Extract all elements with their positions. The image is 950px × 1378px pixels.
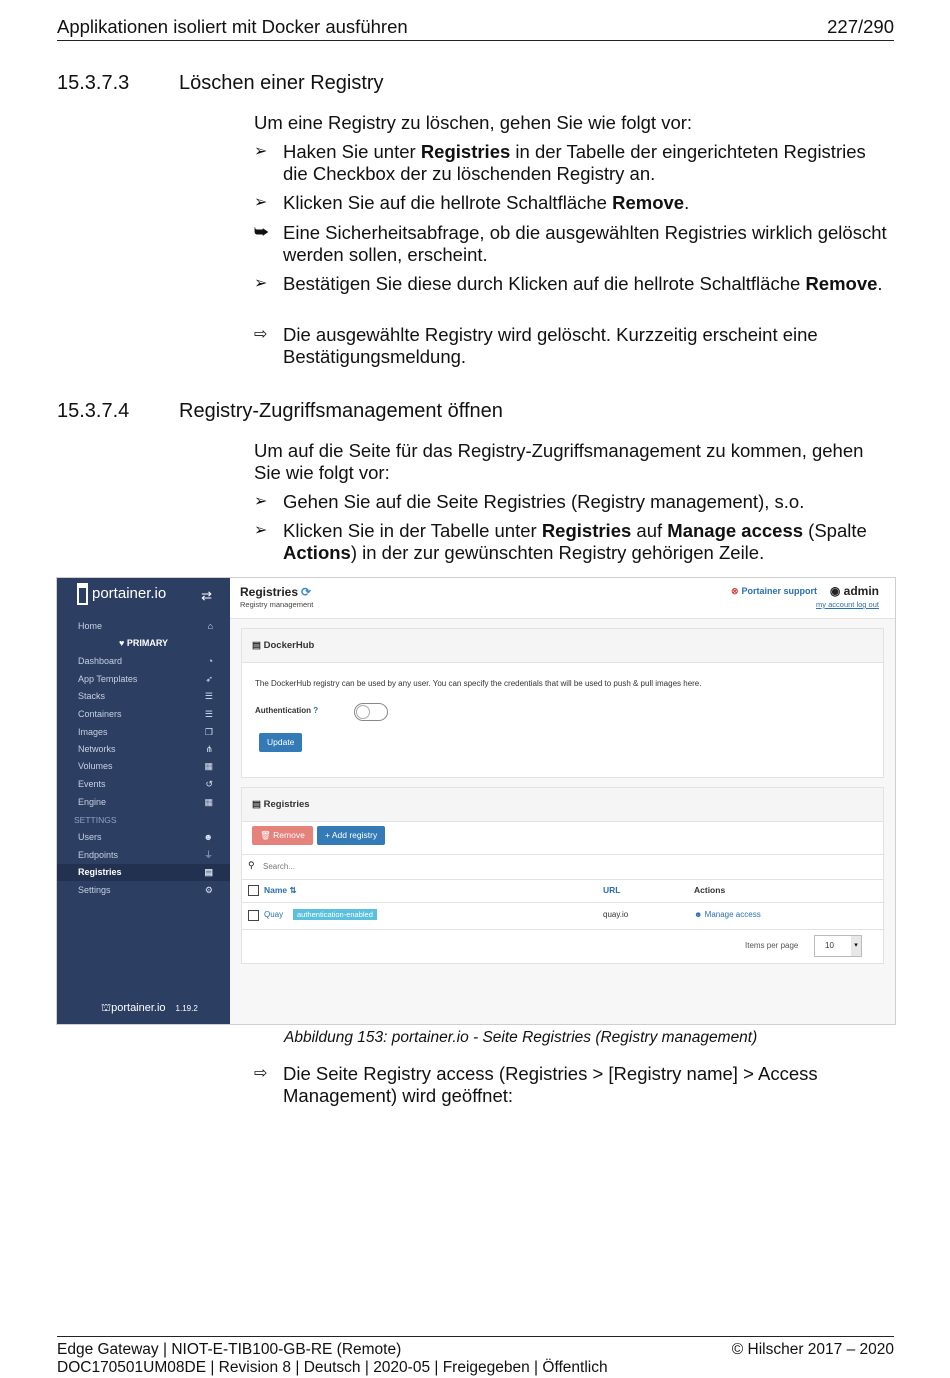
step-item: ➢ Bestätigen Sie diese durch Klicken auf die hellrote Schaltfläche Remove. bbox=[254, 273, 883, 294]
sidebar-item-registries[interactable]: Registries ▤ bbox=[57, 864, 230, 881]
intermediate-result-item: ⮩ Eine Sicherheitsabfrage, ob die ausgewählten Registries wirklich gelöscht werden sollen, erscheint. bbox=[254, 222, 887, 265]
sidebar-item-app-templates[interactable]: App Templates ➶ bbox=[78, 671, 213, 688]
registries-panel-header: ▤ Registries bbox=[242, 788, 883, 822]
page-subtitle: Registry management bbox=[240, 600, 314, 609]
step-item: ➢ Haken Sie unter Registries in der Tabelle der eingerichteten Registries die Checkbox der zu löschenden Registry an. bbox=[254, 141, 866, 184]
user-menu[interactable]: ◉ admin bbox=[829, 584, 879, 598]
sidebar bbox=[57, 578, 230, 1024]
settings-section-label: SETTINGS bbox=[74, 815, 117, 825]
help-icon: ? bbox=[313, 706, 319, 715]
version-label: 1.19.2 bbox=[175, 1004, 198, 1013]
add-registry-button[interactable]: + Add registry bbox=[317, 826, 385, 845]
plug-icon: ⏚ bbox=[203, 850, 213, 860]
page-footer bbox=[57, 1336, 894, 1377]
sidebar-item-settings[interactable]: Settings ⚙ bbox=[78, 882, 213, 899]
portainer-logo: portainer.io bbox=[77, 583, 166, 605]
figure-caption: Abbildung 153: portainer.io - Seite Registries (Registry management) bbox=[284, 1029, 758, 1046]
search-bar[interactable] bbox=[242, 854, 883, 880]
step-item: ➢ Klicken Sie in der Tabelle unter Registries auf Manage access (Spalte Actions) in der zur gewünschten Registry gehörigen Zeile. bbox=[254, 520, 867, 563]
sidebar-item-images[interactable]: Images ❐ bbox=[78, 724, 213, 741]
footer-copyright: © Hilscher 2017 – 2020 bbox=[731, 1341, 894, 1358]
result-item: ⇨ Die ausgewählte Registry wird gelöscht. Kurzzeitig erscheint eine Bestätigungsmeldung. bbox=[254, 324, 818, 367]
page-title: Registries ⟳ bbox=[240, 585, 312, 599]
chevron-down-icon: ▾ bbox=[851, 936, 861, 956]
portainer-support-link[interactable]: ⊗ Portainer support bbox=[730, 586, 817, 596]
sidebar-item-networks[interactable]: Networks ⋔ bbox=[78, 741, 213, 758]
refresh-icon[interactable]: ⟳ bbox=[301, 585, 312, 599]
endpoint-primary-label: ♥ PRIMARY bbox=[118, 638, 168, 648]
result-arrow-icon: ⇨ bbox=[254, 1065, 268, 1082]
account-links bbox=[816, 600, 879, 609]
items-per-page-select[interactable]: 10 ▾ bbox=[814, 935, 862, 957]
sidebar-item-volumes[interactable]: Volumes ▦ bbox=[78, 758, 213, 775]
database-icon: ▤ bbox=[252, 799, 261, 810]
intro-paragraph: Um auf die Seite für das Registry-Zugriffsmanagement zu kommen, gehen Sie wie folgt vor: bbox=[254, 440, 864, 483]
users-icon: ☻ bbox=[203, 832, 213, 842]
cubes-icon: ▦ bbox=[204, 761, 213, 771]
step-marker-icon: ➢ bbox=[254, 143, 268, 160]
database-icon: ▤ bbox=[204, 867, 213, 877]
sidebar-footer: ⛫portainer.io 1.19.2 bbox=[101, 1002, 198, 1014]
database-icon: ▤ bbox=[252, 640, 261, 651]
page-number: 227/290 bbox=[827, 16, 894, 37]
registry-name-link[interactable]: Quay bbox=[264, 910, 284, 919]
support-icon: ⊗ bbox=[730, 586, 739, 596]
footer-doc-info: DOC170501UM08DE | Revision 8 | Deutsch | 2020-05 | Freigegeben | Öffentlich bbox=[57, 1359, 608, 1376]
section-heading-registry-access bbox=[57, 400, 503, 423]
section-title: Registry-Zugriffsmanagement öffnen bbox=[179, 400, 503, 422]
users-icon: ☻ bbox=[694, 910, 703, 919]
result-arrow-icon: ⇨ bbox=[254, 326, 268, 343]
trash-icon: 🗑 bbox=[260, 830, 271, 840]
column-header-url[interactable]: URL bbox=[603, 885, 621, 895]
sidebar-item-events[interactable]: Events ↺ bbox=[78, 776, 213, 793]
list-icon: ☰ bbox=[204, 691, 213, 701]
document-title: Applikationen isoliert mit Docker ausführen bbox=[57, 16, 408, 37]
log-out-link[interactable]: log out bbox=[856, 600, 879, 609]
select-all-checkbox[interactable] bbox=[248, 885, 259, 896]
server-icon: ☰ bbox=[204, 709, 213, 719]
intermediate-result-icon: ⮩ bbox=[254, 224, 269, 241]
dockerhub-panel bbox=[241, 628, 884, 778]
result-item: ⇨ Die Seite Registry access (Registries > [Registry name] > Access Management) wird geöffnet: bbox=[254, 1063, 818, 1106]
row-checkbox[interactable] bbox=[248, 910, 259, 921]
home-icon: ⌂ bbox=[207, 621, 213, 631]
registry-url: quay.io bbox=[603, 910, 629, 919]
column-header-name[interactable]: Name ⇅ bbox=[264, 885, 297, 895]
column-header-actions: Actions bbox=[694, 885, 726, 895]
history-icon: ↺ bbox=[205, 779, 213, 789]
crane-icon: ⛫ bbox=[101, 1002, 112, 1014]
sitemap-icon: ⋔ bbox=[205, 744, 213, 754]
table-row bbox=[242, 902, 883, 930]
footer-product: Edge Gateway | NIOT-E-TIB100-GB-RE (Remote) bbox=[57, 1341, 402, 1358]
section-number: 15.3.7.3 bbox=[57, 72, 130, 94]
status-badge: authentication-enabled bbox=[293, 909, 377, 920]
manage-access-link[interactable]: ☻ Manage access bbox=[694, 910, 761, 919]
dockerhub-panel-header: ▤ DockerHub bbox=[242, 629, 883, 663]
section-number: 15.3.7.4 bbox=[57, 400, 130, 422]
sidebar-item-stacks[interactable]: Stacks ☰ bbox=[78, 688, 213, 705]
intro-paragraph: Um eine Registry zu löschen, gehen Sie wie folgt vor: bbox=[254, 112, 693, 133]
sidebar-item-engine[interactable]: Engine ▦ bbox=[78, 794, 213, 811]
authentication-toggle[interactable] bbox=[354, 703, 388, 721]
top-bar bbox=[230, 578, 895, 619]
search-icon: ⚲ bbox=[248, 860, 255, 870]
search-input[interactable]: Search... bbox=[263, 862, 296, 871]
update-button[interactable]: Update bbox=[259, 733, 302, 752]
step-marker-icon: ➢ bbox=[254, 493, 268, 510]
crane-icon bbox=[77, 583, 88, 605]
sidebar-item-containers[interactable]: Containers ☰ bbox=[78, 706, 213, 723]
sidebar-item-dashboard[interactable]: Dashboard ◔ bbox=[78, 653, 213, 670]
sidebar-item-home[interactable]: Home ⌂ bbox=[78, 618, 213, 635]
remove-button[interactable]: 🗑 Remove bbox=[252, 826, 313, 845]
step-marker-icon: ➢ bbox=[254, 194, 268, 211]
section-title: Löschen einer Registry bbox=[179, 72, 384, 94]
section-heading-delete-registry bbox=[57, 72, 384, 95]
clone-icon: ❐ bbox=[204, 727, 213, 737]
portainer-screenshot bbox=[56, 577, 896, 1025]
tachometer-icon: ◔ bbox=[207, 656, 213, 666]
step-item: ➢ Klicken Sie auf die hellrote Schaltfläche Remove. bbox=[254, 192, 690, 213]
toggle-sidebar-icon[interactable]: ⇄ bbox=[201, 588, 212, 603]
user-icon: ◉ bbox=[829, 584, 841, 598]
dockerhub-description: The DockerHub registry can be used by any user. You can specify the credentials that will be used to push & pull images here. bbox=[255, 679, 702, 688]
registries-panel bbox=[241, 787, 884, 964]
step-item: ➢ Gehen Sie auf die Seite Registries (Registry management), s.o. bbox=[254, 491, 805, 512]
sidebar-item-endpoints[interactable]: Endpoints ⏚ bbox=[78, 847, 213, 864]
my-account-link[interactable]: my account bbox=[816, 600, 855, 609]
page-header bbox=[57, 14, 894, 41]
step-marker-icon: ➢ bbox=[254, 275, 268, 292]
sidebar-item-users[interactable]: Users ☻ bbox=[78, 829, 213, 846]
authentication-label: Authentication ? bbox=[255, 706, 319, 715]
th-icon: ▦ bbox=[204, 797, 213, 807]
rocket-icon: ➶ bbox=[205, 674, 213, 684]
cogs-icon: ⚙ bbox=[204, 885, 213, 895]
items-per-page-label: Items per page bbox=[745, 941, 799, 950]
step-marker-icon: ➢ bbox=[254, 522, 268, 539]
